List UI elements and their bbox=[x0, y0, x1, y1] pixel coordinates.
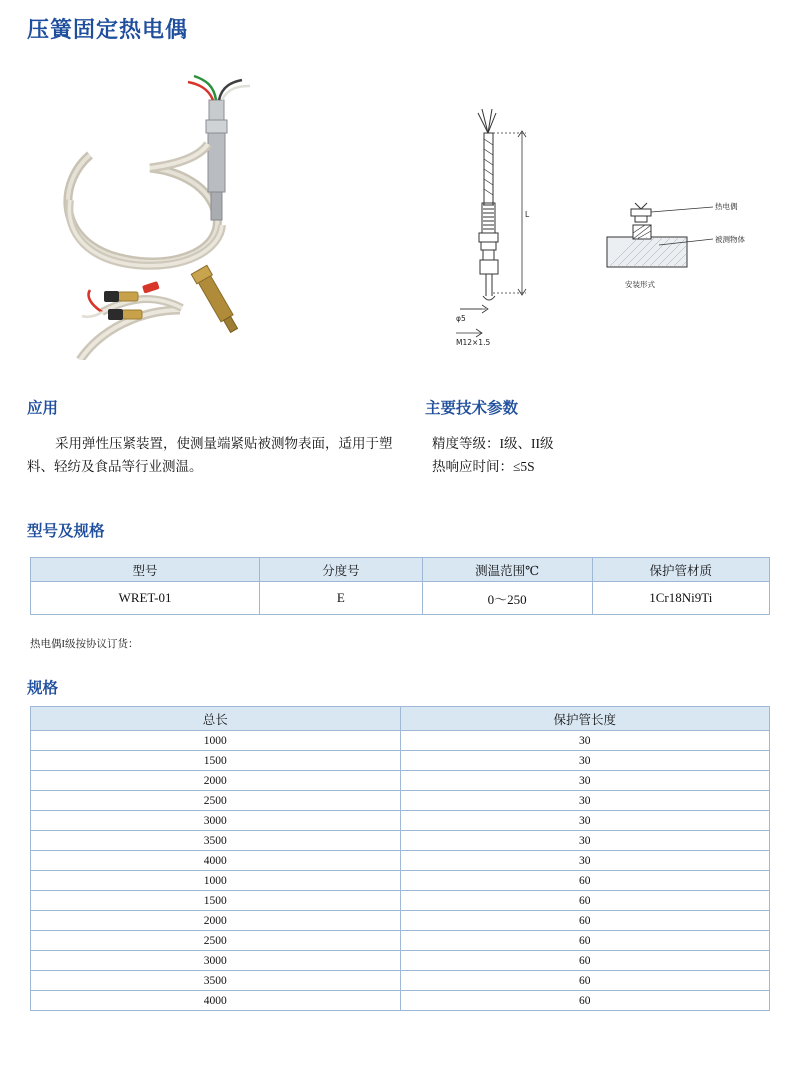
model-cell: E bbox=[260, 582, 423, 615]
model-col-3: 保护管材质 bbox=[592, 558, 769, 582]
spec-cell: 30 bbox=[400, 851, 770, 871]
mounting-caption: 安装形式 bbox=[625, 280, 655, 289]
model-cell: WRET-01 bbox=[31, 582, 260, 615]
spec-cell: 30 bbox=[400, 751, 770, 771]
spec-cell: 30 bbox=[400, 811, 770, 831]
table-row bbox=[31, 911, 770, 931]
probe-thread-label: M12×1.5 bbox=[456, 338, 491, 347]
table-row bbox=[31, 582, 770, 615]
spec-table-wrapper bbox=[30, 706, 770, 1011]
table-row bbox=[31, 791, 770, 811]
spec-cell: 1500 bbox=[31, 891, 401, 911]
spec-cell: 30 bbox=[400, 831, 770, 851]
model-col-0: 型号 bbox=[31, 558, 260, 582]
application-text: 采用弹性压紧装置，使测量端紧贴被测物表面，适用于塑料、轻纺及食品等行业测温。 bbox=[27, 436, 393, 474]
spec-table-body bbox=[31, 731, 770, 1011]
table-row bbox=[31, 891, 770, 911]
model-note: 热电偶I级按协议订货： bbox=[30, 639, 139, 650]
technical-list bbox=[432, 432, 772, 478]
spec-cell: 2500 bbox=[31, 931, 401, 951]
table-row bbox=[31, 771, 770, 791]
spec-cell: 30 bbox=[400, 771, 770, 791]
spec-col-0: 总长 bbox=[31, 707, 401, 731]
spec-cell: 3000 bbox=[31, 811, 401, 831]
spec-cell: 1000 bbox=[31, 731, 401, 751]
table-row bbox=[31, 951, 770, 971]
model-cell: 1Cr18Ni9Ti bbox=[592, 582, 769, 615]
table-header-row bbox=[31, 558, 770, 582]
model-col-1: 分度号 bbox=[260, 558, 423, 582]
model-cell: 0～250 bbox=[422, 582, 592, 615]
model-heading: 型号及规格 bbox=[27, 523, 105, 540]
spec-cell: 60 bbox=[400, 991, 770, 1011]
table-row bbox=[31, 731, 770, 751]
spec-cell: 60 bbox=[400, 951, 770, 971]
technical-item: 热响应时间：≤5S bbox=[432, 459, 535, 474]
table-row bbox=[31, 811, 770, 831]
table-row bbox=[31, 971, 770, 991]
table-row bbox=[31, 871, 770, 891]
spec-cell: 60 bbox=[400, 891, 770, 911]
spec-cell: 4000 bbox=[31, 851, 401, 871]
probe-dimension-drawing bbox=[430, 105, 580, 375]
application-heading: 应用 bbox=[27, 400, 59, 417]
spec-cell: 3500 bbox=[31, 971, 401, 991]
product-photo bbox=[30, 60, 360, 360]
thermocouple-label: 热电偶 bbox=[715, 202, 738, 211]
model-table bbox=[30, 557, 770, 615]
spec-cell: 30 bbox=[400, 791, 770, 811]
spec-heading: 规格 bbox=[27, 680, 59, 697]
mounting-drawing bbox=[595, 195, 770, 335]
spec-cell: 1000 bbox=[31, 871, 401, 891]
product-image-band bbox=[0, 55, 800, 375]
spec-col-1: 保护管长度 bbox=[400, 707, 770, 731]
spec-cell: 60 bbox=[400, 971, 770, 991]
spec-cell: 1500 bbox=[31, 751, 401, 771]
spec-table bbox=[30, 706, 770, 1011]
spec-cell: 60 bbox=[400, 871, 770, 891]
spec-cell: 4000 bbox=[31, 991, 401, 1011]
spec-cell: 2000 bbox=[31, 771, 401, 791]
spec-cell: 3000 bbox=[31, 951, 401, 971]
spec-cell: 30 bbox=[400, 731, 770, 751]
table-row bbox=[31, 831, 770, 851]
model-table-wrapper bbox=[30, 557, 770, 615]
spec-cell: 2500 bbox=[31, 791, 401, 811]
spec-cell: 60 bbox=[400, 931, 770, 951]
table-row bbox=[31, 991, 770, 1011]
page-title: 压簧固定热电偶 bbox=[27, 17, 189, 42]
technical-heading: 主要技术参数 bbox=[425, 400, 519, 417]
model-col-2: 测温范围℃ bbox=[422, 558, 592, 582]
technical-item: 精度等级：I级、II级 bbox=[432, 436, 554, 451]
probe-diameter-label: φ5 bbox=[456, 314, 466, 323]
probe-length-label: L bbox=[525, 210, 530, 219]
table-row bbox=[31, 931, 770, 951]
measured-object-label: 被测物体 bbox=[715, 235, 745, 244]
table-row bbox=[31, 751, 770, 771]
spec-cell: 60 bbox=[400, 911, 770, 931]
spec-cell: 3500 bbox=[31, 831, 401, 851]
spec-cell: 2000 bbox=[31, 911, 401, 931]
table-header-row bbox=[31, 707, 770, 731]
table-row bbox=[31, 851, 770, 871]
